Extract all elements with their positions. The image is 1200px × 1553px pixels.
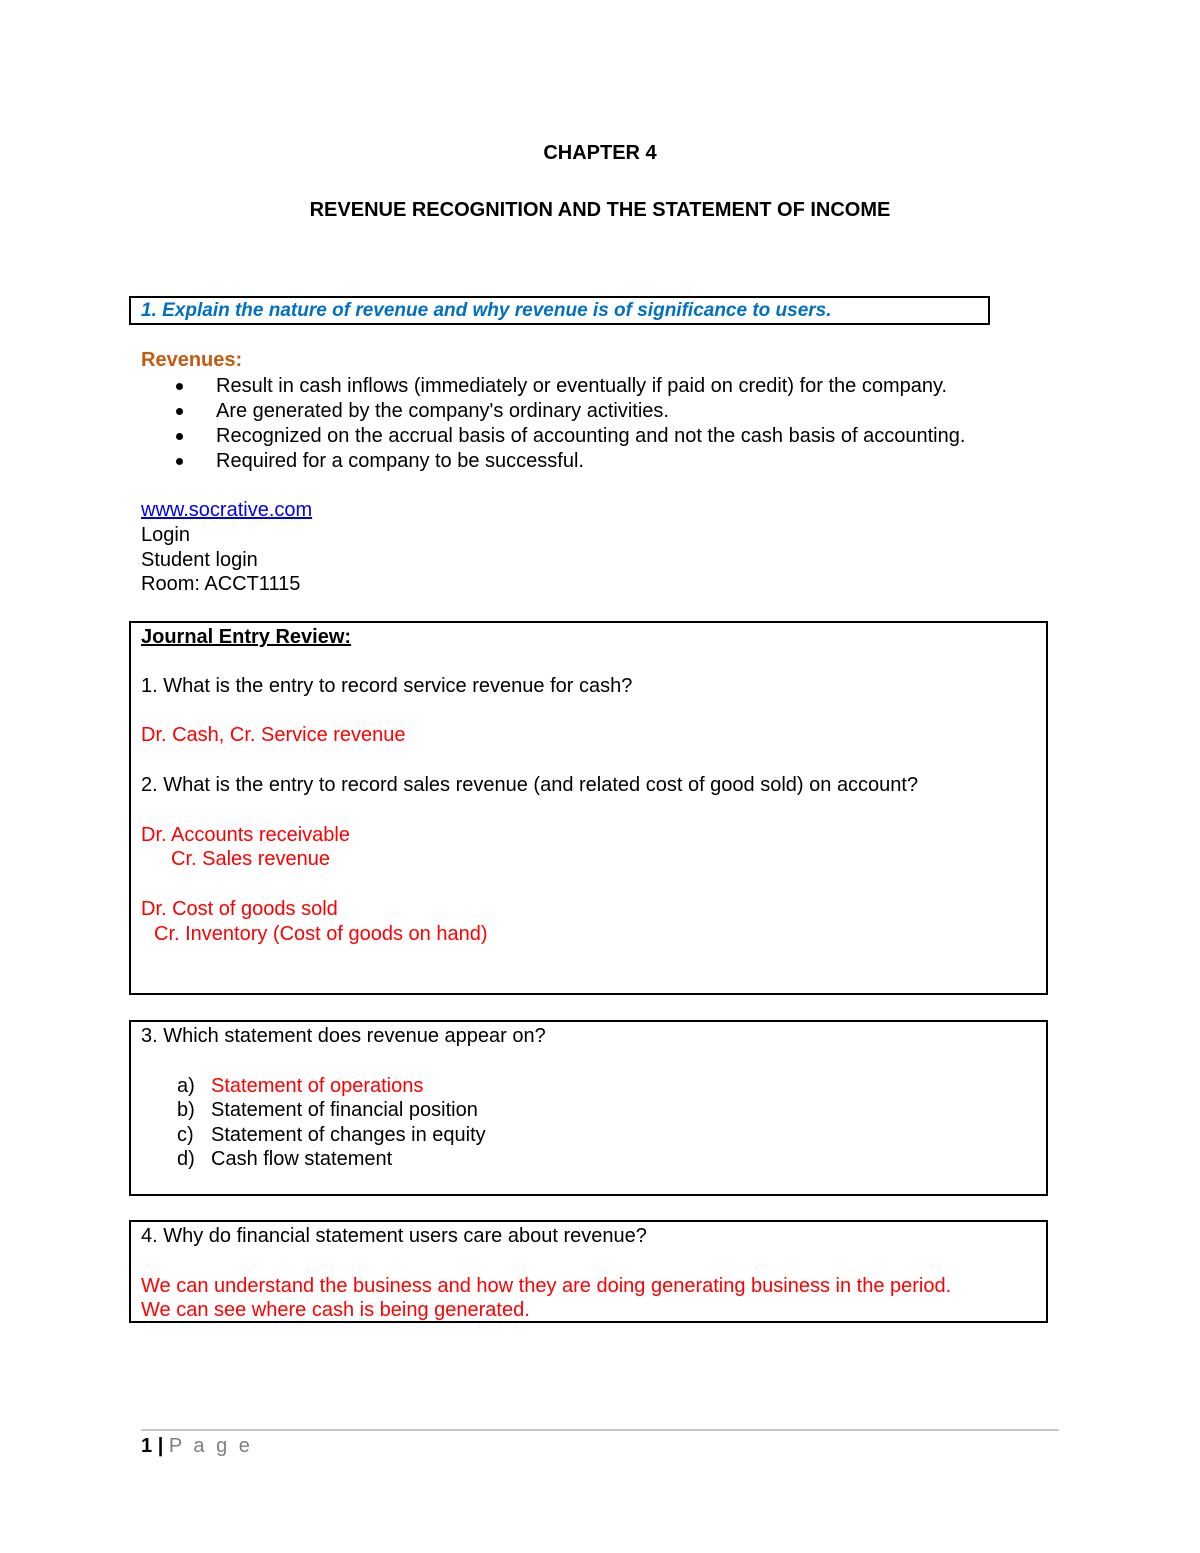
answer-2-credit-inventory: Cr. Inventory (Cost of goods on hand) (154, 923, 488, 945)
chapter-heading: CHAPTER 4 (543, 142, 657, 164)
question-3-box (129, 1020, 1048, 1196)
student-login-text: Student login (141, 549, 258, 571)
bullet-icon (176, 433, 183, 440)
bullet-icon (176, 383, 183, 390)
page-footer (141, 1433, 253, 1459)
revenues-bullet-list (172, 374, 965, 474)
revenue-bullet: Recognized on the accrual basis of accounting and not the cash basis of accounting. (172, 424, 965, 449)
footer-separator: | (157, 1435, 164, 1457)
question-1: 1. What is the entry to record service revenue for cash? (141, 675, 633, 697)
option-d: d) Cash flow statement (177, 1148, 393, 1170)
socrative-link[interactable]: www.socrative.com (141, 499, 313, 521)
journal-review-heading: Journal Entry Review: (141, 626, 352, 648)
option-c: c) Statement of changes in equity (177, 1124, 486, 1146)
room-text: Room: ACCT1115 (141, 573, 301, 595)
answer-4-line-2: We can see where cash is being generated. (141, 1299, 530, 1321)
question-2: 2. What is the entry to record sales revenue (and related cost of good sold) on account? (141, 774, 919, 796)
option-b: b) Statement of financial position (177, 1099, 478, 1121)
objective-text: 1. Explain the nature of revenue and why revenue is of significance to users. (141, 300, 832, 321)
page-label: P a g e (168, 1435, 253, 1457)
revenue-bullet: Required for a company to be successful. (172, 449, 965, 474)
chapter-title: REVENUE RECOGNITION AND THE STATEMENT OF INCOME (309, 199, 891, 221)
question-4-box (129, 1220, 1048, 1323)
revenues-heading: Revenues: (141, 349, 243, 371)
question-4: 4. Why do financial statement users care about revenue? (141, 1225, 647, 1247)
bullet-icon (176, 408, 183, 415)
answer-4-line-1: We can understand the business and how they are doing generating business in the period. (141, 1275, 952, 1297)
objective-box (129, 296, 990, 325)
revenue-bullet: Are generated by the company's ordinary activities. (172, 399, 965, 424)
journal-review-box (129, 621, 1048, 995)
revenue-bullet: Result in cash inflows (immediately or eventually if paid on credit) for the company. (172, 374, 965, 399)
option-a: a) Statement of operations (177, 1075, 424, 1097)
login-text: Login (141, 524, 190, 546)
question-3: 3. Which statement does revenue appear on? (141, 1025, 546, 1047)
footer-divider (141, 1429, 1059, 1431)
answer-2-credit-sales: Cr. Sales revenue (171, 848, 330, 870)
answer-1: Dr. Cash, Cr. Service revenue (141, 724, 406, 746)
bullet-icon (176, 458, 183, 465)
page-number: 1 (141, 1435, 153, 1457)
answer-2-debit-ar: Dr. Accounts receivable (141, 824, 350, 846)
answer-2-debit-cogs: Dr. Cost of goods sold (141, 898, 338, 920)
